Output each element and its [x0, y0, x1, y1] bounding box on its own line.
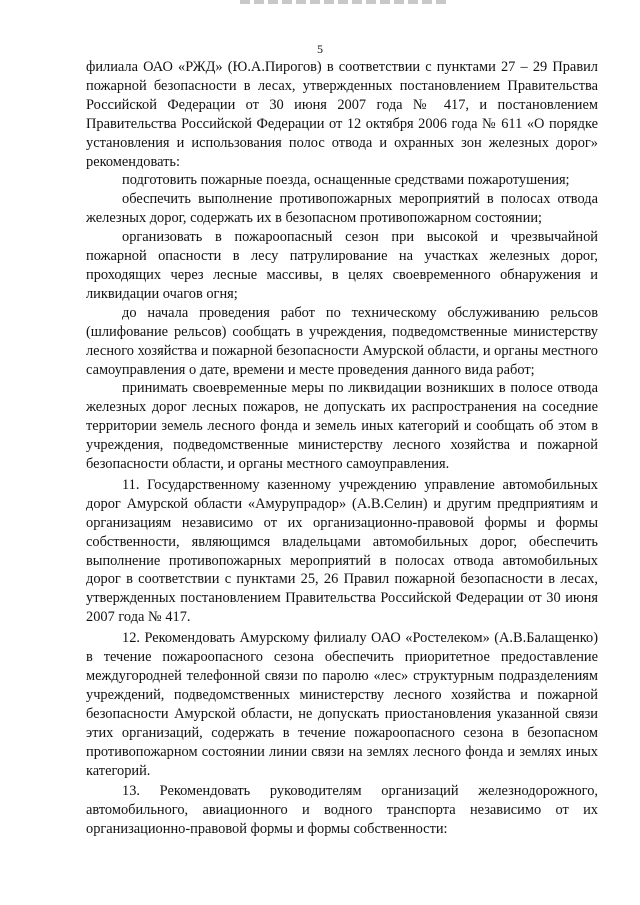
scan-artifact: [240, 0, 450, 4]
paragraph-12-rostelecom: 12. Рекомендовать Амурскому филиалу ОАО «Ростелеком» (А.В.Балащенко) в течение пожароопасного сезона обеспечить приоритетное предоставление междугородней телефонной связи по паролю «лес» структурным подразделениям учреждений, подведомственных министерству лесного хозяйства и пожарной безопасности Амурской области, не допускать приостановления указанной связи этих организаций, содержать в течение пожароопасного сезона в безопасном противопожарном состоянии линии связи на землях лесного фонда и землях иных категорий.: [86, 630, 598, 779]
paragraph-fire-trains: подготовить пожарные поезда, оснащенные средствами пожаротушения;: [122, 172, 570, 189]
paragraph-patrol: организовать в пожароопасный сезон при высокой и чрезвычайной пожарной опасности в лесу патрулирование на участках железных дорог, проходящих через лесные массивы, в целях своевременного обнаружения и ликвидации очагов огня;: [86, 229, 598, 302]
paragraph-fire-measures: обеспечить выполнение противопожарных мероприятий в полосах отвода железных дорог, содержать их в безопасном противопожарном состоянии;: [86, 191, 598, 227]
paragraph-continuation: филиала ОАО «РЖД» (Ю.А.Пирогов) в соответствии с пунктами 27 – 29 Правил пожарной безопасности в лесах, утвержденных постановлением Правительства Российской Федерации от 30 июня 2007 года № 417, и постановлением Правительства Российской Федерации от 12 октября 2006 года № 611 «О порядке установления и использования полос отвода и охранных зон железных дорог» рекомендовать:: [86, 59, 598, 170]
paragraph-13-transport: 13. Рекомендовать руководителям организаций железнодорожного, автомобильного, авиационного и водного транспорта независимо от их организационно-правовой формы и формы собственности:: [86, 783, 598, 838]
paragraph-11-road-management: 11. Государственному казенному учреждению управление автомобильных дорог Амурской области «Амурупрадор» (А.В.Селин) и другим предприятиям и организациям независимо от их организационно-правовой формы и формы собственности, являющимся владельцами автомобильных дорог, обеспечить выполнение противопожарных мероприятий в полосах отвода автомобильных дорог в соответствии с пунктами 25, 26 Правил пожарной безопасности в лесах, утвержденных постановлением Правительства Российской Федерации от 30 июня 2007 года № 417.: [86, 476, 598, 626]
paragraph-rail-maintenance: до начала проведения работ по техническому обслуживанию рельсов (шлифование рельсов) сообщать в учреждения, подведомственные министерству лесного хозяйства и пожарной безопасности Амурской области, и органы местного самоуправления о дате, времени и месте проведения данного вида работ;: [86, 304, 598, 378]
paragraph-fire-elimination: принимать своевременные меры по ликвидации возникших в полосе отвода железных дорог лесных пожаров, не допускать их распространения на соседние территории земель лесного фонда и земель иных категорий и сообщать об этом в учреждения, подведомственные министерству лесного хозяйства и пожарной безопасности области, и органы местного самоуправления.: [86, 380, 598, 473]
document-body: [86, 58, 598, 839]
page-number: 5: [317, 42, 323, 56]
